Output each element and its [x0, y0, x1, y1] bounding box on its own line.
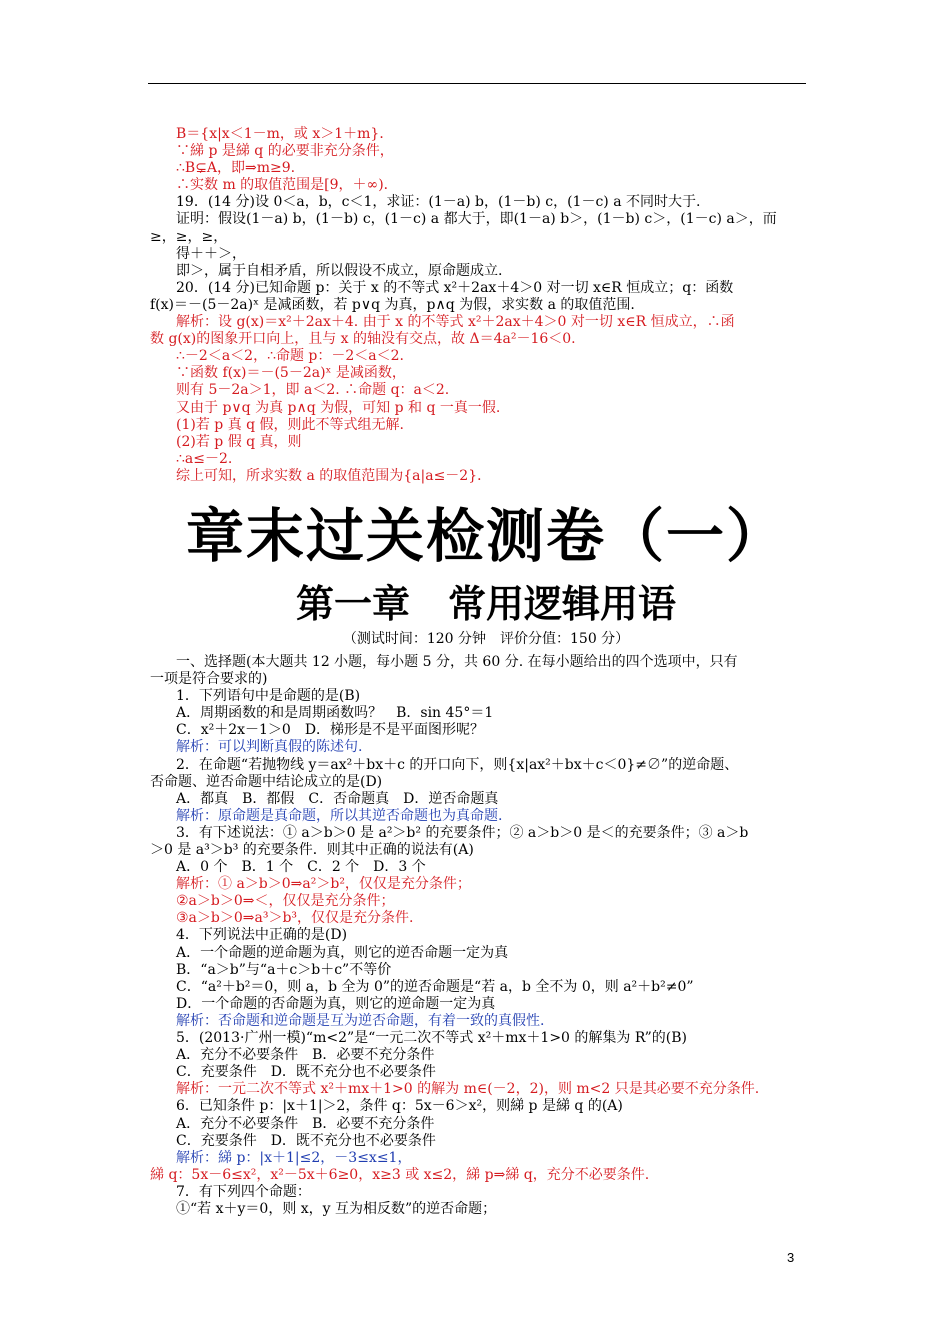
text-line: A．一个命题的逆命题为真，则它的逆否命题一定为真	[176, 944, 509, 961]
text-line: 解析：① a＞b＞0⇒a²＞b²，仅仅是充分条件；	[176, 876, 471, 893]
text-line: A．都真 B．都假 C．否命题真 D．逆否命题真	[176, 790, 499, 807]
text-line: C．“a²＋b²＝0，则 a，b 全为 0”的逆否命题是“若 a，b 全不为 0，则 a²＋b²≠0”	[176, 978, 694, 995]
text-line: 否命题、逆否命题中结论成立的是(D)	[150, 773, 383, 790]
text-line: 解析：设 g(x)＝x²＋2ax＋4. 由于 x 的不等式 x²＋2ax＋4＞0 对一切 x∈R 恒成立，∴函	[176, 314, 735, 331]
solution-section	[150, 126, 810, 485]
text-line: 6．已知条件 p：|x＋1|＞2，条件 q：5x－6＞x²，则綈 p 是綈 q 的(A)	[176, 1098, 623, 1115]
text-line: ≥，≥，≥，	[150, 228, 228, 245]
text-line: 即＞，属于自相矛盾，所以假设不成立，原命题成立.	[176, 262, 503, 279]
text-line: 解析：一元二次不等式 x²＋mx＋1>0 的解为 m∈(－2，2)，则 m<2 只是其必要不充分条件.	[176, 1081, 760, 1098]
text-line: ①“若 x＋y＝0，则 x，y 互为相反数”的逆否命题；	[176, 1200, 497, 1217]
text-line: ∴－2＜a＜2，∴命题 p：－2＜a＜2.	[176, 348, 404, 365]
text-line: C．x²＋2x－1＞0 D．梯形是不是平面图形呢？	[176, 722, 485, 739]
text-line: 证明：假设(1－a) b，(1－b) c，(1－c) a 都大于，即(1－a) b＞，(1－b) c＞，(1－c) a＞，而	[176, 211, 777, 228]
text-line: A．周期函数的和是周期函数吗？ B．sin 45°＝1	[176, 705, 494, 722]
text-line: 又由于 p∨q 为真 p∧q 为假，可知 p 和 q 一真一假.	[176, 399, 501, 416]
text-line: A．充分不必要条件 B．必要不充分条件	[176, 1047, 435, 1064]
text-line: 19．(14 分)设 0＜a，b，c＜1，求证：(1－a) b，(1－b) c，(1－c) a 不同时大于.	[176, 194, 701, 211]
header-rule	[148, 83, 806, 84]
text-line: 解析：原命题是真命题，所以其逆否命题也为真命题.	[176, 807, 503, 824]
text-line: D．一个命题的否命题为真，则它的逆命题一定为真	[176, 995, 496, 1012]
text-line: 一、选择题(本大题共 12 小题，每小题 5 分，共 60 分. 在每小题给出的四个选项中，只有	[176, 653, 738, 670]
text-line: ③a＞b＞0⇒a³＞b³，仅仅是充分条件.	[176, 910, 414, 927]
page-content	[150, 126, 810, 1218]
text-line: ②a＞b＞0⇒＜，仅仅是充分条件；	[176, 893, 395, 910]
text-line: 5．(2013·广州一模)“m<2”是“一元二次不等式 x²＋mx＋1>0 的解集为 R”的(B)	[176, 1030, 688, 1047]
text-line: ＞0 是 a³＞b³ 的充要条件．则其中正确的说法有(A)	[150, 842, 474, 858]
text-line: f(x)＝－(5－2a)ˣ 是减函数，若 p∨q 为真，p∧q 为假，求实数 a 的取值范围.	[150, 296, 635, 313]
text-line: ∵函数 f(x)＝－(5－2a)ˣ 是减函数，	[176, 365, 406, 382]
text-line: 一项是符合要求的)	[150, 671, 268, 688]
text-line: 4．下列说法中正确的是(D)	[176, 927, 348, 944]
text-line: 20．(14 分)已知命题 p：关于 x 的不等式 x²＋2ax＋4＞0 对一切 x∈R 恒成立；q：函数	[176, 279, 734, 296]
test-info: （测试时间：120 分钟 评价分值：150 分）	[342, 630, 630, 647]
text-line: 7．有下列四个命题：	[176, 1183, 311, 1200]
questions-section	[150, 653, 810, 1218]
text-line: (2)若 p 假 q 真，则	[176, 433, 302, 450]
text-line: 2．在命题“若抛物线 y＝ax²＋bx＋c 的开口向下，则{x|ax²＋bx＋c＜0}≠∅”的逆命题、	[176, 756, 739, 773]
page-number: 3	[787, 1250, 795, 1265]
text-line: 3．有下述说法：① a＞b＞0 是 a²＞b² 的充要条件；② a＞b＞0 是＜的充要条件；③ a＞b	[176, 824, 749, 841]
text-line: 则有 5－2a＞1，即 a＜2. ∴命题 q：a＜2.	[176, 382, 450, 399]
text-line: 綈 q：5x－6≤x²，x²－5x＋6≥0，x≥3 或 x≤2，綈 p⇒綈 q，充分不必要条件.	[150, 1166, 650, 1183]
big-title: 章末过关检测卷（一）	[185, 501, 786, 570]
chapter-title: 第一章 常用逻辑用语	[295, 580, 676, 626]
text-line: 解析：可以判断真假的陈述句.	[176, 739, 363, 756]
text-line: ∵綈 p 是綈 q 的必要非充分条件，	[176, 143, 394, 160]
text-line: 综上可知，所求实数 a 的取值范围为{a|a≤－2}．	[176, 467, 492, 484]
text-line: 数 g(x)的图象开口向上，且与 x 的轴没有交点，故 Δ＝4a²－16＜0.	[150, 331, 576, 348]
text-line: B．“a＞b”与“a＋c＞b＋c”不等价	[176, 961, 392, 978]
text-line: (1)若 p 真 q 假，则此不等式组无解.	[176, 416, 405, 433]
text-line: A．充分不必要条件 B．必要不充分条件	[176, 1115, 435, 1132]
text-line: ∴B⊊A，即⇒m≥9.	[176, 160, 296, 177]
text-line: ∴a≤－2.	[176, 450, 233, 467]
text-line: ∴实数 m 的取值范围是[9，＋∞)．	[176, 177, 398, 194]
text-line: 1．下列语句中是命题的是(B)	[176, 688, 361, 705]
text-line: 得＋＋＞，	[176, 245, 246, 262]
text-line: 解析：否命题和逆命题是互为逆否命题，有着一致的真假性.	[176, 1012, 545, 1029]
text-line: B＝{x|x＜1－m，或 x＞1＋m}．	[176, 126, 394, 142]
text-line: A．0 个 B．1 个 C．2 个 D．3 个	[176, 859, 426, 876]
text-line: C．充要条件 D．既不充分也不必要条件	[176, 1064, 436, 1081]
text-line: 解析：綈 p：|x＋1|≤2，－3≤x≤1，	[176, 1149, 412, 1166]
text-line: C．充要条件 D．既不充分也不必要条件	[176, 1132, 436, 1149]
